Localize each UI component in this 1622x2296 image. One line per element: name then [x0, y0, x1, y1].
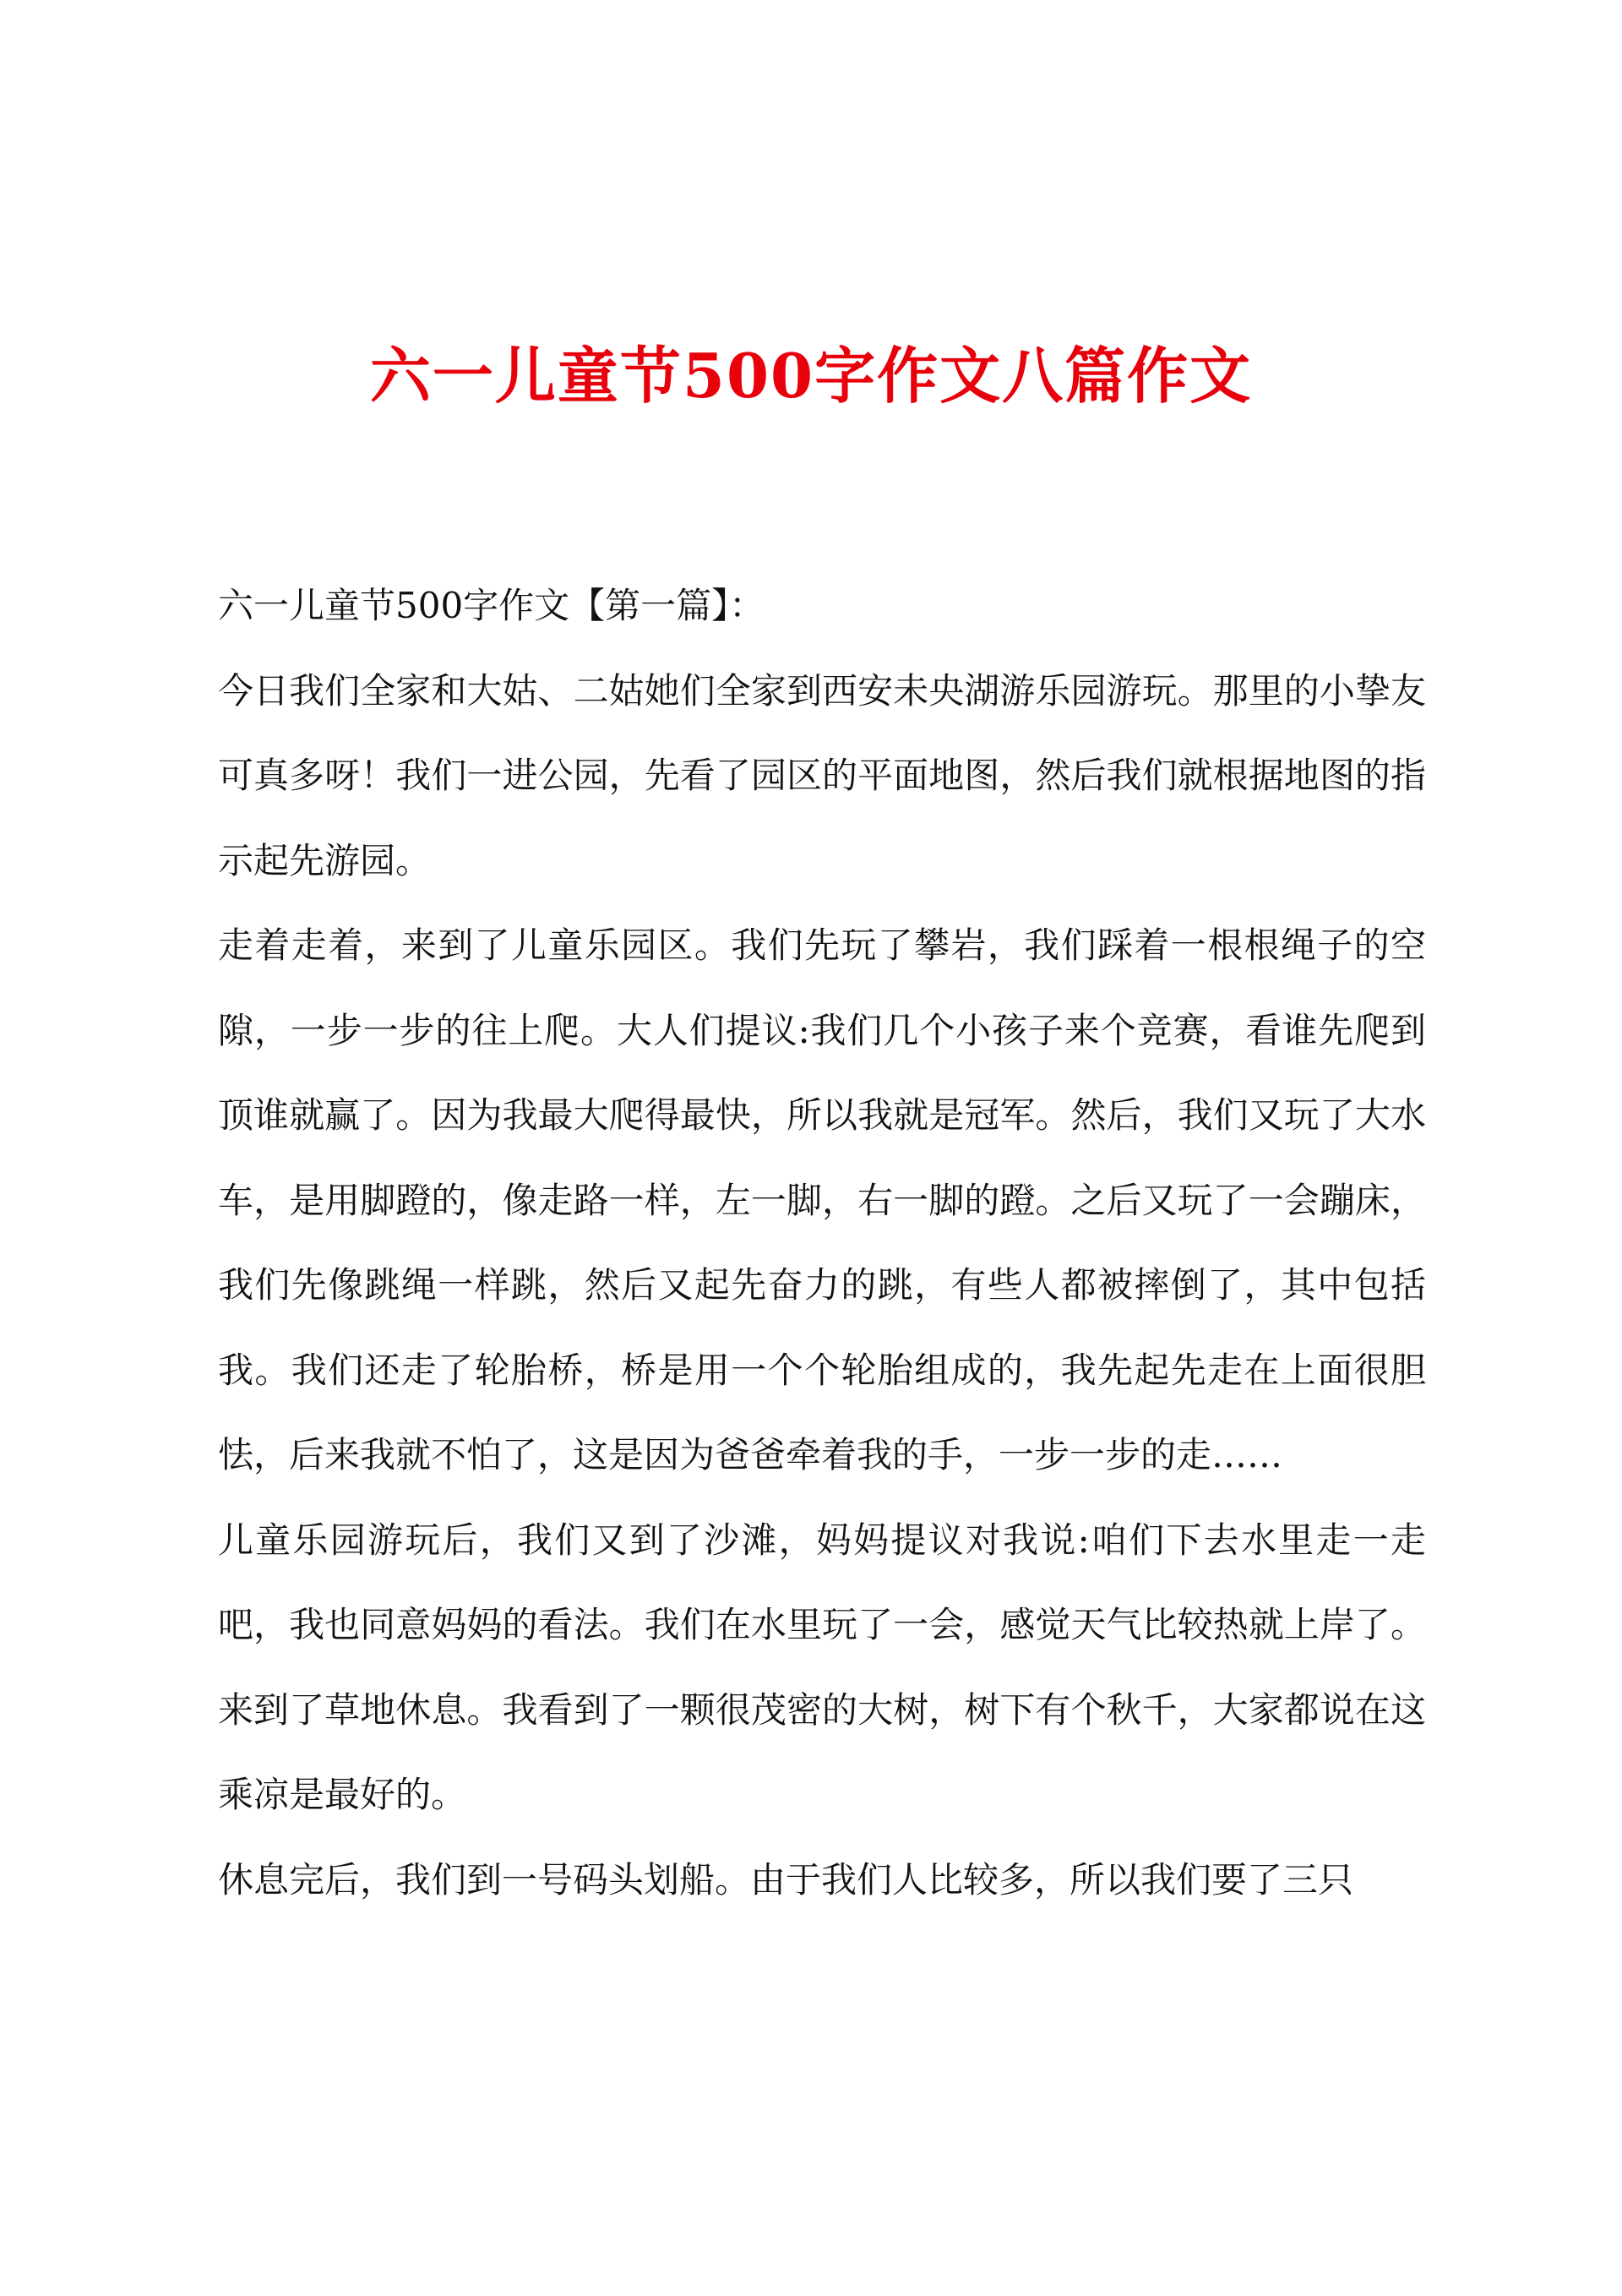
section-heading: 六一儿童节500字作文【第一篇】： — [218, 585, 765, 626]
document-title: 六一儿童节500字作文八篇作文 — [369, 340, 1253, 412]
paragraph-4: 休息完后，我们到一号码头划船。由于我们人比较多，所以我们要了三只 — [218, 1858, 1354, 1901]
document-body — [218, 564, 1426, 1922]
paragraph-3: 儿童乐园游玩后，我们又到了沙滩，妈妈提议对我说:咱们下去水里走一走吧，我也同意妈妈的看法。我们在水里玩了一会，感觉天气比较热就上岸了。来到了草地休息。我看到了一颗很茂密的大树，树下有个秋千，大家都说在这乘凉是最好的。 — [218, 1519, 1426, 1815]
paragraph-2: 走着走着，来到了儿童乐园区。我们先玩了攀岩，我们踩着一根根绳子的空隙，一步一步的往上爬。大人们提议:我们几个小孩子来个竞赛，看谁先爬到顶谁就赢了。因为我最大爬得最快，所以我就是冠军。然后，我们又玩了大水车，是用脚蹬的，像走路一样，左一脚，右一脚的蹬。之后又玩了一会蹦床，我们先像跳绳一样跳，然后又起先奋力的跳，有些人都被摔倒了，其中包括我。我们还走了轮胎桥，桥是用一个个轮胎组成的，我先起先走在上面很胆怯，后来我就不怕了，这是因为爸爸牵着我的手，一步一步的走…… — [218, 924, 1426, 1475]
paragraph-1: 今日我们全家和大姑、二姑她们全家到西安未央湖游乐园游玩。那里的小挚友可真多呀！我们一进公园，先看了园区的平面地图，然后我们就根据地图的指示起先游园。 — [218, 669, 1426, 881]
